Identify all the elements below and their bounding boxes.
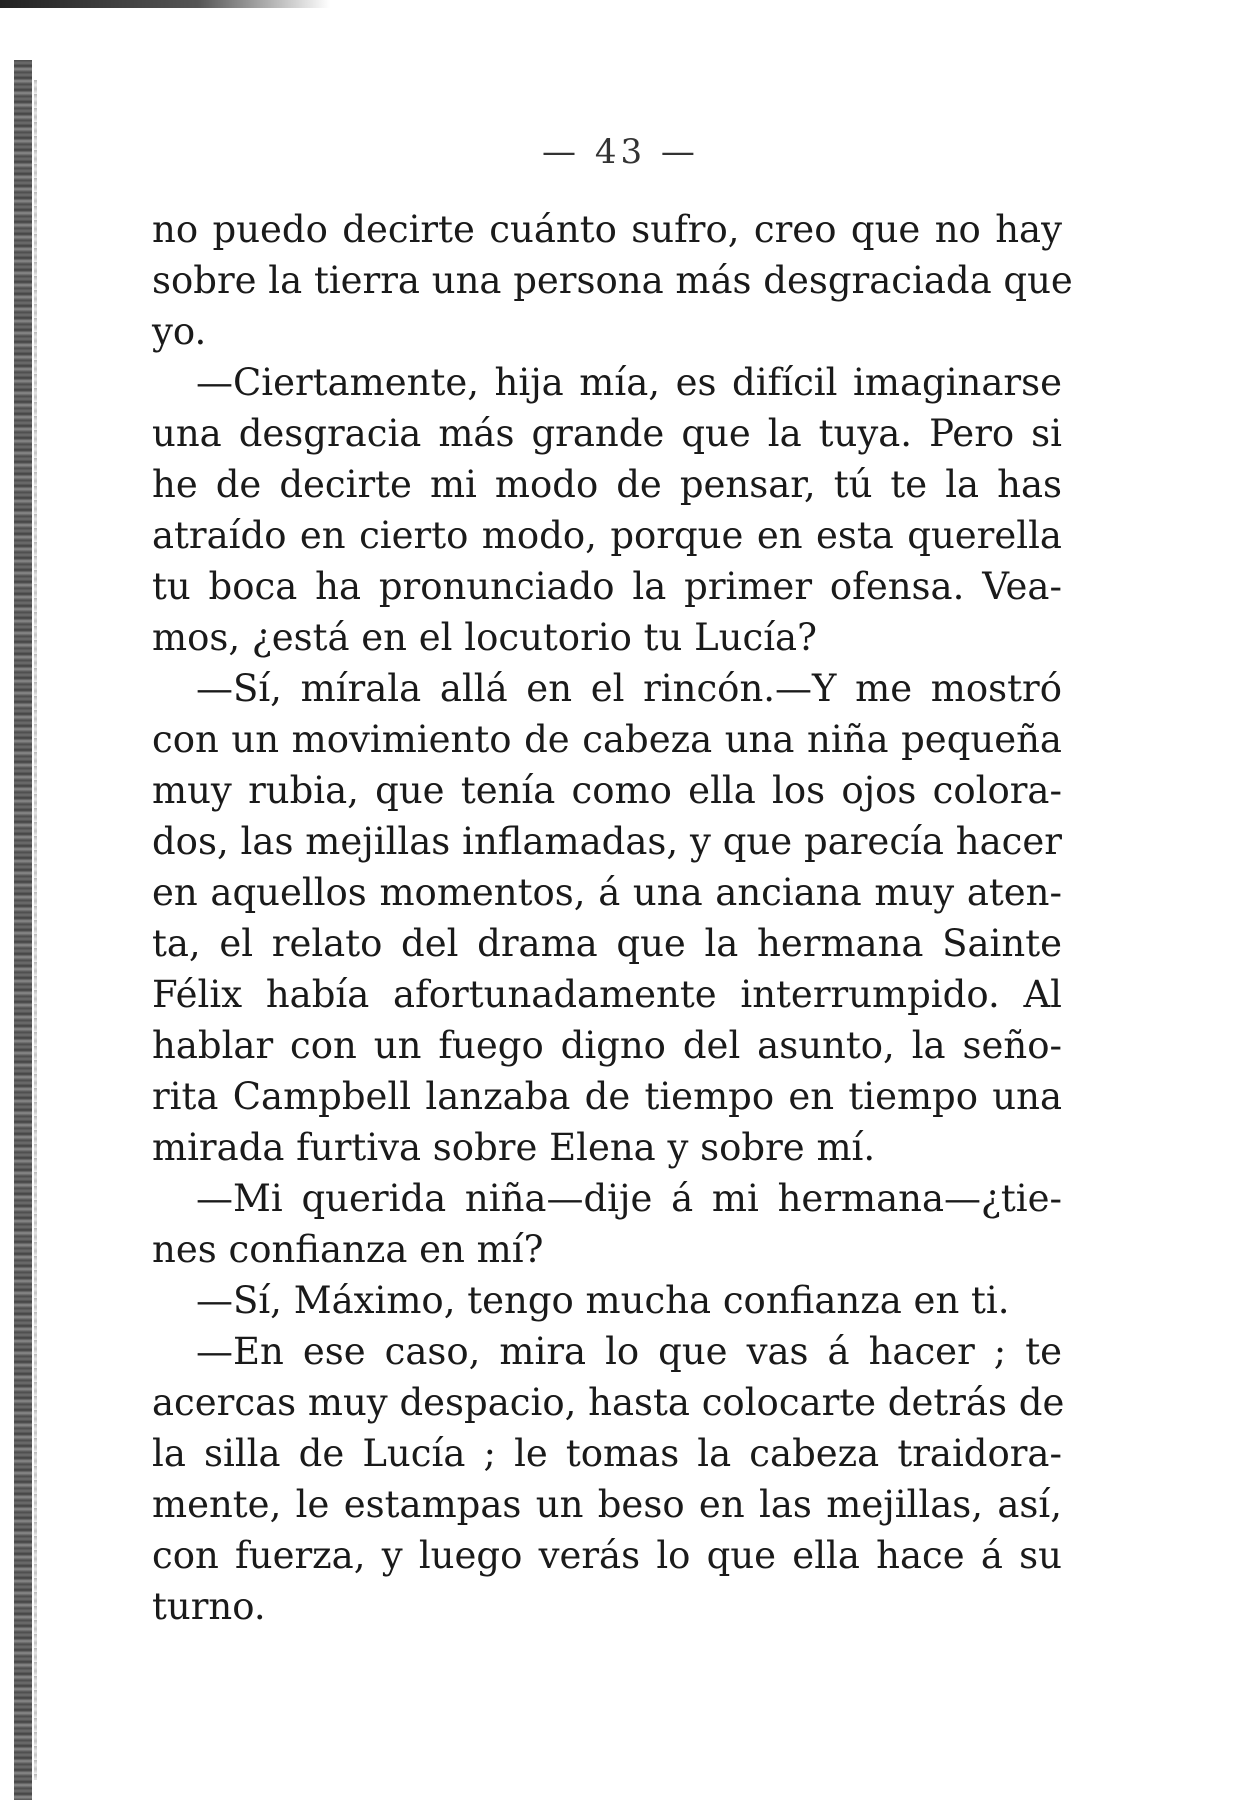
body-text: [152, 204, 1073, 1632]
text-line: atraído en cierto modo, porque en esta querella: [152, 514, 1062, 557]
text-line: —Mi querida niña—dije á mi hermana—¿tie-: [196, 1177, 1062, 1220]
text-line: hablar con un fuego digno del asunto, la seño-: [152, 1024, 1062, 1067]
text-line: con fuerza, y luego verás lo que ella hace á su: [152, 1534, 1062, 1577]
text-line: muy rubia, que tenía como ella los ojos colora-: [152, 769, 1062, 812]
scan-binding-shadow: [34, 80, 37, 1780]
text-line: la silla de Lucía ; le tomas la cabeza traidora-: [152, 1432, 1062, 1475]
text-line: —Ciertamente, hija mía, es difícil imaginarse: [196, 361, 1062, 404]
text-line: ta, el relato del drama que la hermana Sainte: [152, 922, 1062, 965]
text-line: —Sí, mírala allá en el rincón.—Y me mostró: [196, 667, 1062, 710]
text-line: —En ese caso, mira lo que vas á hacer ; te: [196, 1330, 1062, 1373]
text-line: mente, le estampas un beso en las mejillas, así,: [152, 1483, 1062, 1526]
text-line: turno.: [152, 1585, 266, 1628]
scan-binding-edge: [14, 60, 32, 1800]
text-line: mirada furtiva sobre Elena y sobre mí.: [152, 1126, 876, 1169]
text-line: en aquellos momentos, á una anciana muy aten-: [152, 871, 1062, 914]
text-line: tu boca ha pronunciado la primer ofensa. Vea-: [152, 565, 1062, 608]
page-number: — 43 —: [542, 132, 699, 172]
scan-top-edge: [0, 0, 330, 8]
text-line: con un movimiento de cabeza una niña pequeña: [152, 718, 1062, 761]
text-line: rita Campbell lanzaba de tiempo en tiempo una: [152, 1075, 1062, 1118]
text-line: nes confianza en mí?: [152, 1228, 544, 1271]
text-line: una desgracia más grande que la tuya. Pero si: [152, 412, 1062, 455]
text-line: sobre la tierra una persona más desgraciada que: [152, 259, 1073, 302]
text-line: no puedo decirte cuánto sufro, creo que no hay: [152, 208, 1062, 251]
text-line: yo.: [152, 310, 207, 353]
text-line: he de decirte mi modo de pensar, tú te la has: [152, 463, 1062, 506]
text-line: mos, ¿está en el locutorio tu Lucía?: [152, 616, 817, 659]
text-line: dos, las mejillas inflamadas, y que parecía hacer: [152, 820, 1062, 863]
text-line: acercas muy despacio, hasta colocarte detrás de: [152, 1381, 1065, 1424]
text-line: —Sí, Máximo, tengo mucha confianza en ti.: [196, 1279, 1010, 1322]
text-line: Félix había afortunadamente interrumpido. Al: [152, 973, 1062, 1016]
